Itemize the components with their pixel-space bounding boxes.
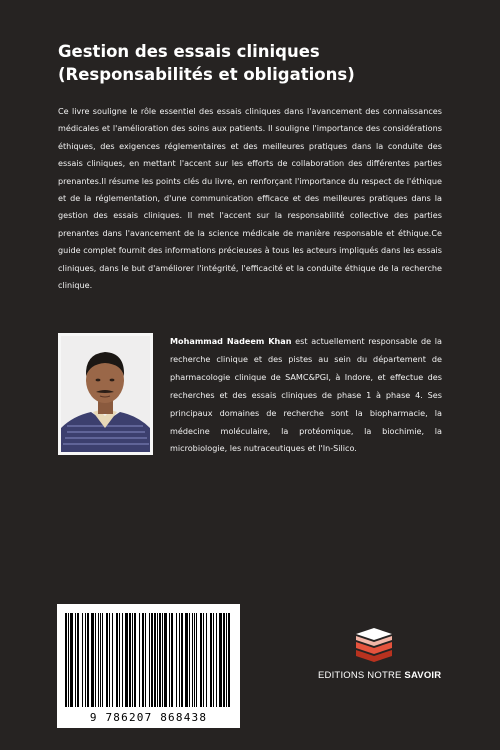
isbn-barcode <box>57 604 240 728</box>
author-bio <box>170 333 442 458</box>
publisher-name-suffix: SAVOIR <box>404 670 442 681</box>
book-title <box>58 40 458 86</box>
barcode-digits: 9 786207 868438 <box>89 711 208 724</box>
publisher-logo <box>318 626 442 690</box>
barcode-bars <box>65 613 232 707</box>
author-bio-text: est actuellement responsable de la recherche clinique et des pistes au sein du département de pharmacologie clinique de SAMC&PGI, à Indore, et effectue des recherches et des essais cliniques de phase 1 à phase 4. Ses principaux domaines de recherche sont la biopharmacie, la médecine moléculaire, la protéomique, la biochimie, la microbiologie, les nutraceutiques et l'In-Silico. <box>170 336 442 454</box>
stacked-books-icon <box>352 626 396 664</box>
publisher-name-prefix: EDITIONS NOTRE <box>318 670 405 681</box>
author-photo <box>58 333 153 455</box>
book-title-line-2: (Responsabilités et obligations) <box>58 65 355 84</box>
author-name: Mohammad Nadeem Khan <box>170 336 292 346</box>
publisher-name <box>318 670 442 681</box>
book-title-line-1: Gestion des essais cliniques <box>58 42 320 61</box>
book-summary: Ce livre souligne le rôle essentiel des essais cliniques dans l'avancement des connaissances médicales et l'amélioration des soins aux patients. Il souligne l'importance des considérations éthiques, des exigences réglementaires et des meilleures pratiques dans la conduite des essais cliniques, en mettant l'accent sur les efforts de collaboration des différentes parties prenantes.Il résume les points clés du livre, en renforçant l'importance du respect de l'éthique et de la réglementation, d'une communication efficace et des meilleures pratiques dans la gestion des essais cliniques. Il met l'accent sur la responsabilité collective des parties prenantes dans l'avancement de la science médicale de manière responsable et éthique.Ce guide complet fournit des informations précieuses à tous les acteurs impliqués dans les essais cliniques, dans le but d'améliorer l'intégrité, l'efficacité et la conduite éthique de la recherche clinique. <box>58 106 442 291</box>
